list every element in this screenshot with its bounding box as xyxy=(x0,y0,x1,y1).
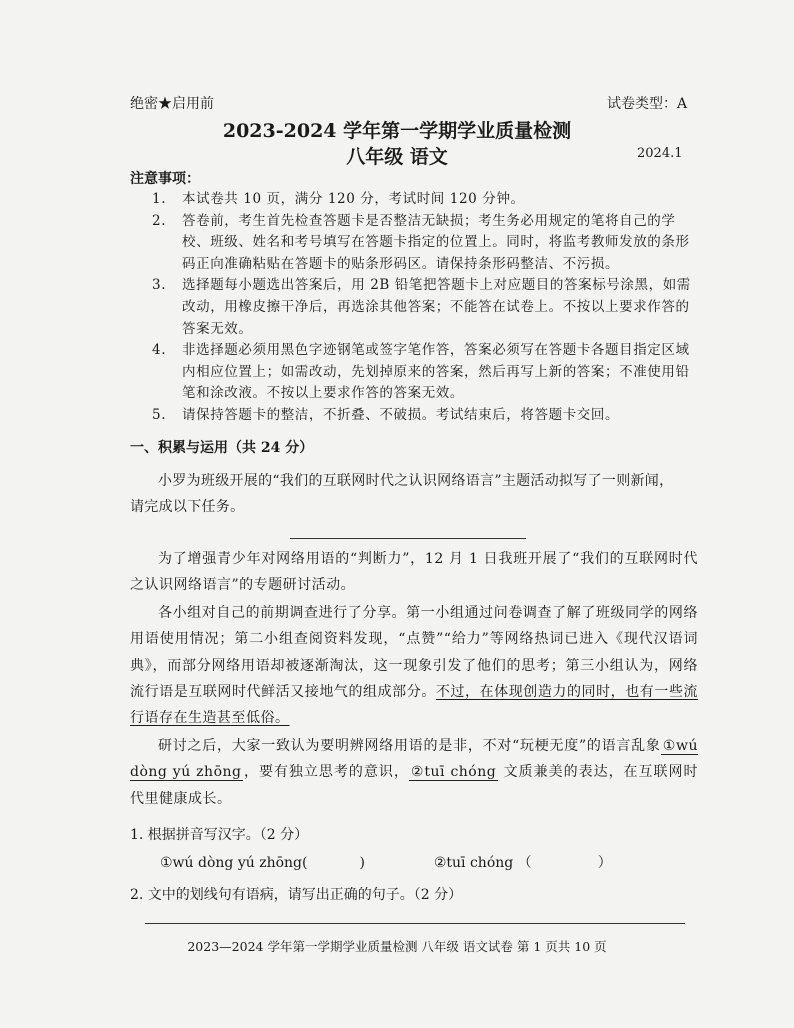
answer-1-label: ①wú dòng yú zhōng( xyxy=(160,855,308,871)
news-paragraph-3-text-a: 研讨之后，大家一致认为要明辨网络用语的是非，不对“玩梗无度”的语言乱象 xyxy=(158,737,661,754)
notice-item-number: 1. xyxy=(152,191,167,207)
section-heading: 一、积累与运用（共 24 分） xyxy=(130,440,314,456)
pinyin-blank-2: ②tuī chóng xyxy=(410,764,497,781)
exam-title: 2023-2024 学年第一学期学业质量检测 xyxy=(222,120,572,142)
news-paragraph-3-text-c: 文质兼美的表达，在互联网时代里健康成长。 xyxy=(130,764,699,807)
notice-list xyxy=(152,189,692,427)
notice-item-number: 5. xyxy=(152,406,167,423)
section-intro: 小罗为班级开展的“我们的互联网时代之认识网络语言”主题活动拟写了一则新闻，请完成以下任务。 xyxy=(130,473,674,515)
notice-item-text: 选择题每小题选出答案后，用 2B 铅笔把答题卡上对应题目的答案标号涂黑，如需改动，用橡皮擦干净后，再选涂其他答案；不能答在试卷上。不按以上要求作答的答案无效。 xyxy=(182,277,691,337)
exam-subtitle: 八年级 语文 xyxy=(346,146,448,168)
notice-item-text: 答卷前，考生首先检查答题卡是否整洁无缺损；考生务必用规定的笔将自己的学校、班级、姓名和考号填写在答题卡指定的位置上。同时，将监考教师发放的条形码正向准确粘贴在答题卡的贴条形码区。请保持条形码整洁、不污损。 xyxy=(182,212,690,272)
news-paragraph-2 xyxy=(130,600,698,732)
question-2: 2. 文中的划线句有语病，请写出正确的句子。（2 分） xyxy=(130,887,463,903)
answer-2-label: ②tuī chóng （ xyxy=(433,855,532,871)
news-divider xyxy=(290,538,526,539)
paper-type-label: 试卷类型：A xyxy=(607,96,688,112)
confidential-label: 绝密★启用前 xyxy=(130,96,214,112)
pinyin-blank-1: ①wú dòng yú zhōng xyxy=(130,737,698,781)
news-paragraph-2-text: 各小组对自己的前期调查进行了分享。第一小组通过问卷调查了解了班级同学的网络用语使用情况；第二小组查阅资料发现，“点赞”“给力”等网络热词已进入《现代汉语词典》，而部分网络用语却被逐渐淘汰，这一现象引发了他们的思考；第三小组认为，网络流行语是互联网时代鲜活又接地气的组成部分。 xyxy=(130,604,698,701)
notice-item-number: 3. xyxy=(152,277,167,294)
answer-2-close: ） xyxy=(597,855,612,871)
news-paragraph-3 xyxy=(130,733,698,812)
notice-item xyxy=(152,405,692,427)
notice-item xyxy=(152,340,692,405)
footer-divider xyxy=(145,923,685,924)
notice-item-text: 请保持答题卡的整洁，不折叠、不破损。考试结束后，将答题卡交回。 xyxy=(182,406,620,423)
answer-1-close: ) xyxy=(359,855,365,871)
underlined-sentence: 不过，在体现创造力的同时，也有一些流行语存在生造甚至低俗。 xyxy=(130,684,699,727)
question-1: 1. 根据拼音写汉字。（2 分） xyxy=(130,827,309,843)
notice-item-text: 本试卷共 10 页，满分 120 分，考试时间 120 分钟。 xyxy=(182,191,525,207)
notice-item xyxy=(152,189,692,211)
exam-date: 2024.1 xyxy=(637,146,683,161)
notice-item-number: 4. xyxy=(152,342,167,359)
news-paragraph-1: 为了增强青少年对网络用语的“判断力”，12 月 1 日我班开展了“我们的互联网时代之认识网络语言”的专题研讨活动。 xyxy=(130,551,698,594)
news-article xyxy=(130,546,698,813)
notice-item xyxy=(152,211,692,276)
notice-item-number: 2. xyxy=(152,212,167,229)
page-footer: 2023—2024 学年第一学期学业质量检测 八年级 语文试卷 第 1 页共 10 页 xyxy=(187,939,607,954)
notice-heading: 注意事项： xyxy=(130,171,200,187)
notice-item xyxy=(152,275,692,340)
question-1-answers xyxy=(160,852,612,872)
news-paragraph-3-text-b: ，要有独立思考的意识， xyxy=(243,764,409,781)
notice-item-text: 非选择题必须用黑色字迹钢笔或签字笔作答，答案必须写在答题卡各题目指定区域内相应位置上；如需改动，先划掉原来的答案，然后再写上新的答案；不准使用铅笔和涂改液。不按以上要求作答的答案无效。 xyxy=(182,342,690,402)
